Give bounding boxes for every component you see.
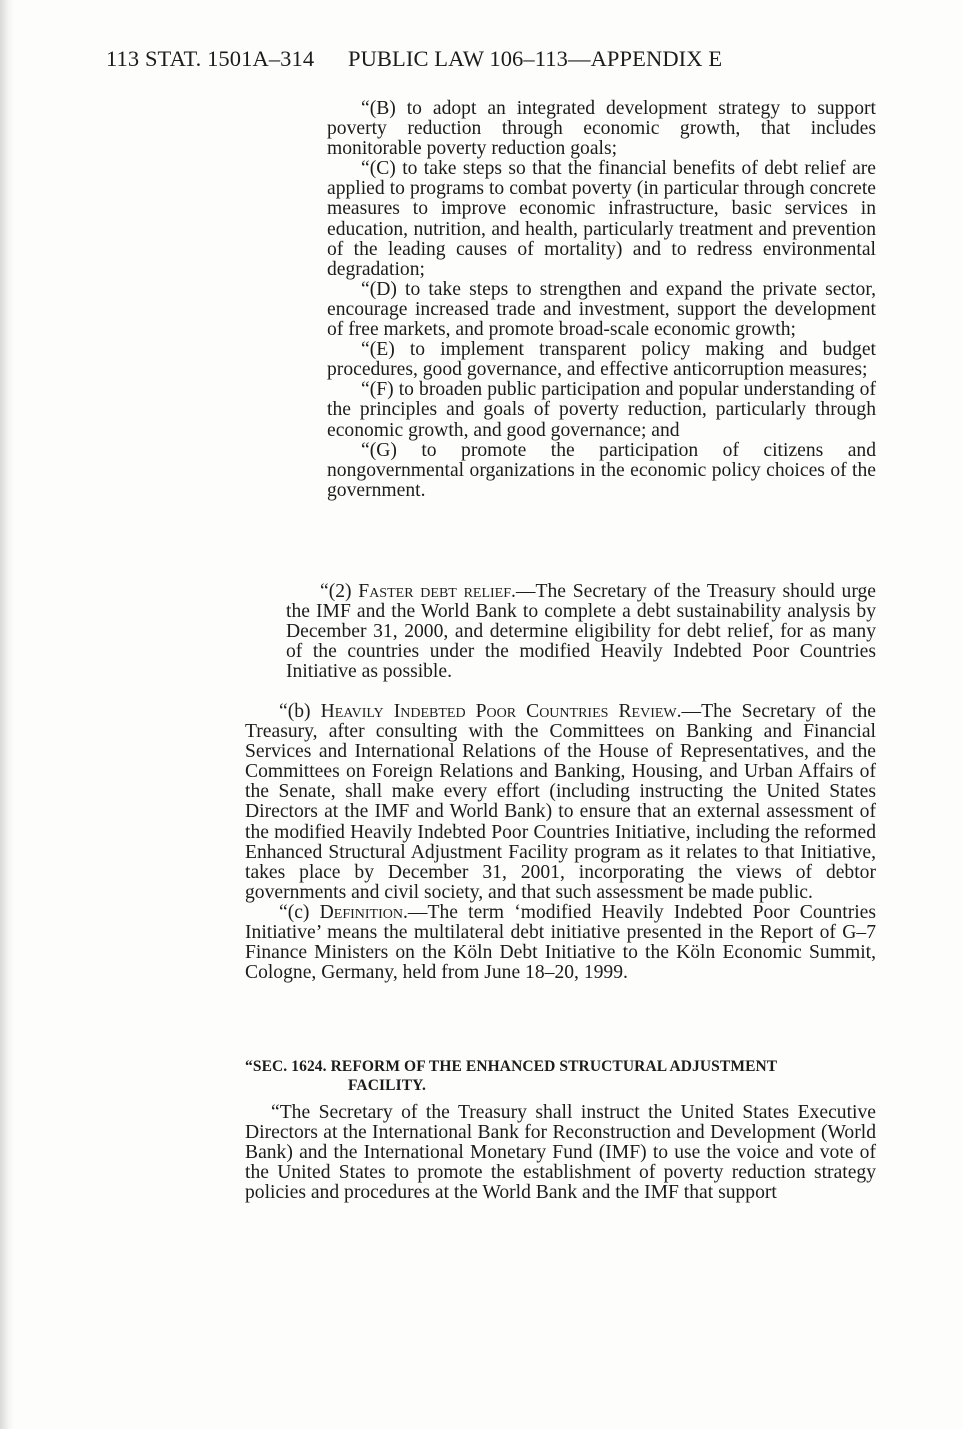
subsection-c-prefix: “(c) — [279, 901, 320, 923]
clause-list — [327, 99, 876, 501]
section-1624-paragraph: “The Secretary of the Treasury shall instruct the United States Executive Directors at the International Bank for Reconstruction and Development (World Bank) and the International Monetary Fund (IMF) to use the voice and vote of the United States to promote the establishment of poverty reduction strategy policies and procedures at the World Bank and the IMF that support — [245, 1102, 876, 1204]
section-heading-line-2: FACILITY. — [348, 1077, 426, 1094]
clause-e: “(E) to implement transparent policy making and budget procedures, good governance, and effective anticorruption measures; — [327, 339, 876, 381]
paragraph-2-prefix: “(2) — [320, 581, 359, 602]
subsection-c-heading: Definition — [319, 901, 403, 923]
subsection-b — [245, 702, 876, 903]
subsection-c — [245, 903, 876, 983]
subsection-b-heading: Heavily Indebted Poor Countries Review — [320, 701, 677, 722]
paragraph-2-heading: Faster debt relief — [358, 581, 512, 602]
clause-g: “(G) to promote the participation of citizens and nongovernmental organizations in the economic policy choices of the government. — [327, 439, 876, 501]
running-head — [106, 46, 866, 72]
section-heading-line-1: “SEC. 1624. REFORM OF THE ENHANCED STRUCTURAL ADJUSTMENT — [245, 1058, 778, 1075]
scan-edge-shadow — [0, 0, 14, 1429]
clause-d: “(D) to take steps to strengthen and expand the private sector, encourage increased trade and investment, support the development of free markets, and promote broad-scale economic growth; — [327, 278, 876, 341]
section-1624-body — [245, 1103, 876, 1203]
paragraph-2 — [286, 582, 876, 682]
paragraph-faster-debt-relief — [286, 582, 876, 682]
paragraph-2-text: .—The Secretary of the Treasury should urge the IMF and the World Bank to complete a debt sustainability analysis by December 31, 2000, and determine eligibility for debt relief, for as many of the countries under the modified Heavily Indebted Poor Countries Initiative as possible. — [286, 581, 876, 683]
subsection-b-prefix: “(b) — [279, 701, 321, 722]
subsections-b-c — [245, 702, 876, 983]
subsection-b-text: .—The Secretary of the Treasury, after consulting with the Committees on Banking and Financial Services and International Relations of the House of Representatives, and the Committees on Foreign Relations and Banking, Housing, and Urban Affairs of the Senate, shall make every effort (including instructing the United States Directors at the IMF and World Bank) to ensure that an external assessment of the modified Heavily Indebted Poor Countries Initiative, including the reformed Enhanced Structural Adjustment Facility program as it relates to that Initiative, takes place by December 31, 2001, incorporating the views of debtor governments and civil society, and that such assessment be made public. — [245, 701, 876, 903]
page-citation: 113 STAT. 1501A–314 — [106, 46, 315, 71]
section-1624-heading — [245, 1057, 876, 1095]
law-title: PUBLIC LAW 106–113—APPENDIX E — [347, 46, 723, 71]
clause-c: “(C) to take steps so that the financial benefits of debt relief are applied to programs to combat poverty (in particular through concrete measures to improve economic infrastructure, basic services in education, nutrition, and health, particularly treatment and prevention of the leading causes of mortality) and to redress environmental degradation; — [327, 158, 876, 280]
clause-b: “(B) to adopt an integrated development strategy to support poverty reduction through economic growth, that includes monitorable poverty reduction goals; — [327, 98, 876, 160]
subsection-c-text: .—The term ‘modified Heavily Indebted Poor Countries Initiative’ means the multilateral debt initiative presented in the Report of G–7 Finance Ministers on the Köln Debt Initiative to the Köln Economic Summit, Cologne, Germany, held from June 18–20, 1999. — [245, 901, 876, 984]
clause-f: “(F) to broaden public participation and popular understanding of the principles and goals of poverty reduction, particularly through economic growth, and good governance; and — [327, 379, 876, 441]
